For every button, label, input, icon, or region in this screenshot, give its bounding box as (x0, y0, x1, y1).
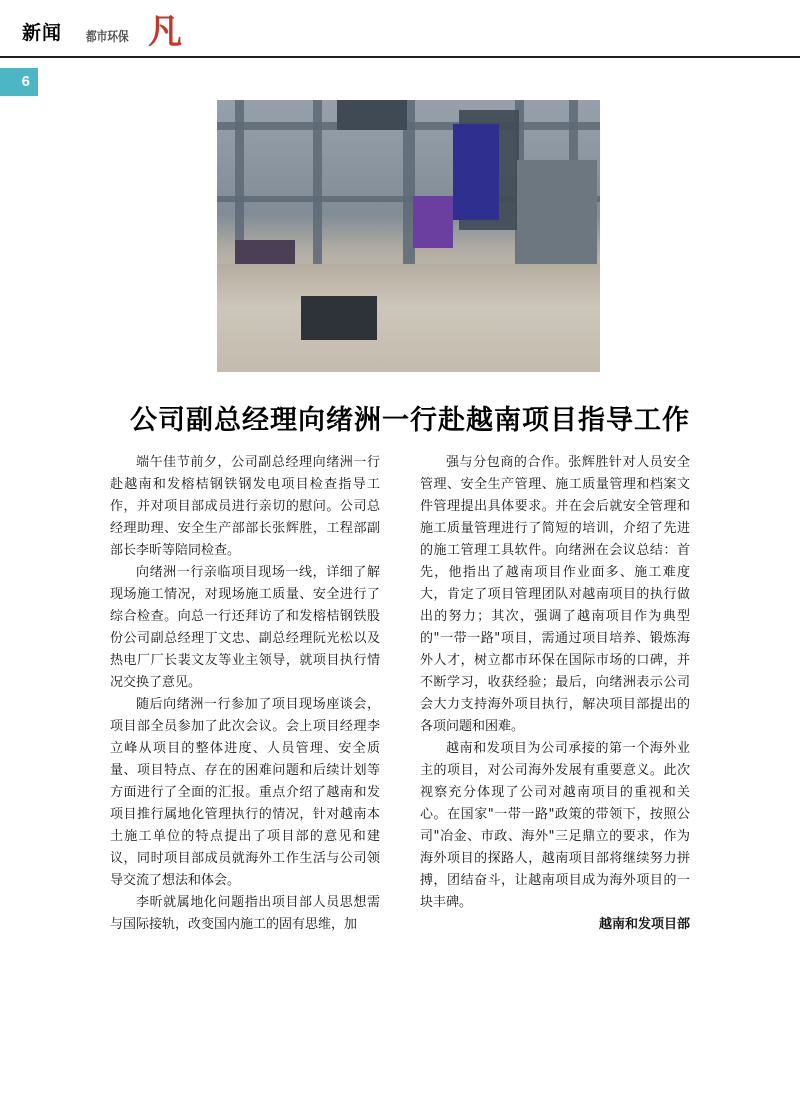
paragraph: 强与分包商的合作。张辉胜针对人员安全管理、安全生产管理、施工质量管理和档案文件管理提出具体要求。并在会后就安全管理和施工质量管理进行了简短的培训，介绍了先进的施工管理工具软件。向绪洲在会议总结：首先，他指出了越南项目作业面多、施工难度大，肯定了项目管理团队对越南项目的执行做出的努力；其次，强调了越南项目作为典型的"一带一路"项目，需通过项目培养、锻炼海外人才，树立都市环保在国际市场的口碑，并不断学习，收获经验；最后，向绪洲表示公司会大力支持海外项目执行，解决项目部提出的各项问题和困难。 (420, 455, 690, 734)
body-column-right (420, 452, 690, 936)
logo-glyph-icon (148, 14, 182, 50)
paragraph: 端午佳节前夕，公司副总经理向绪洲一行赴越南和发榕桔钢铁钢发电项目检查指导工作，并对项目部成员进行亲切的慰问。公司总经理助理、安全生产部部长张辉胜，工程部副部长李昕等陪同检查。 (110, 455, 380, 558)
paragraph: 李昕就属地化问题指出项目部人员思想需与国际接轨，改变国内施工的固有思维，加 (110, 895, 380, 932)
paragraph: 向绪洲一行亲临项目现场一线，详细了解现场施工情况，对现场施工质量、安全进行了综合检查。向总一行还拜访了和发榕桔钢铁股份公司副总经理丁文忠、副总经理阮光松以及热电厂厂长裴文友等业主领导，就项目执行情况交换了意见。 (110, 565, 380, 690)
article-photo (217, 100, 600, 372)
article-body (110, 452, 690, 1012)
header-divider (0, 56, 800, 58)
photo-content (217, 100, 600, 372)
article-headline: 公司副总经理向绪洲一行赴越南项目指导工作 (130, 405, 690, 436)
paragraph: 越南和发项目为公司承接的第一个海外业主的项目，对公司海外发展有重要意义。此次视察充分体现了公司对越南项目的重视和关心。在国家"一带一路"政策的带领下，按照公司"冶金、市政、海外"三足鼎立的要求，作为海外项目的探路人，越南项目部将继续努力拼搏，团结奋斗，让越南项目成为海外项目的一块丰碑。 (420, 741, 690, 910)
article-signature: 越南和发项目部 (598, 917, 690, 932)
logo-wordmark: 都市环保 (86, 29, 129, 44)
logo-glyph-char: 凡 (148, 12, 182, 52)
magazine-logo (86, 12, 196, 54)
section-label: 新闻 (22, 23, 63, 44)
page-number: 6 (21, 73, 30, 90)
page-number-tab (0, 68, 38, 96)
body-column-left (110, 452, 380, 936)
page-header (0, 0, 800, 62)
paragraph: 随后向绪洲一行参加了项目现场座谈会，项目部全员参加了此次会议。会上项目经理李立峰从项目的整体进度、人员管理、安全质量、项目特点、存在的困难问题和后续计划等方面进行了全面的汇报。重点介绍了越南和发项目推行属地化管理执行的情况，针对越南本土施工单位的特点提出了项目部的意见和建议，同时项目部成员就海外工作生活与公司领导交流了想法和体会。 (110, 697, 380, 888)
